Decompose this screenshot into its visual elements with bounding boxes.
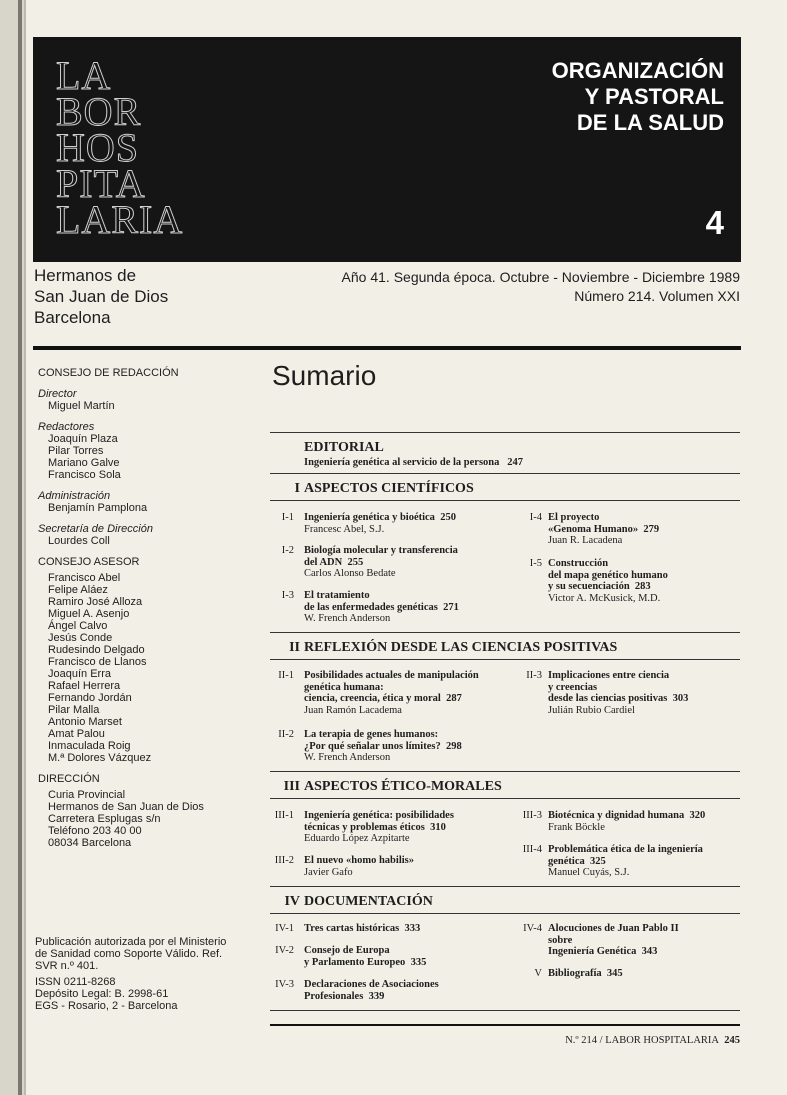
section-title: ASPECTOS CIENTÍFICOS xyxy=(304,481,474,496)
divider xyxy=(270,500,740,501)
item-page: 250 xyxy=(440,512,456,523)
banner-title-line: Y PASTORAL xyxy=(584,84,724,109)
item-code: I-1 xyxy=(281,512,294,523)
item-author: Francesc Abel, S.J. xyxy=(304,523,385,535)
toc-item[interactable] xyxy=(304,670,519,716)
toc-item[interactable] xyxy=(548,670,738,716)
section-number: I xyxy=(294,481,300,496)
divider xyxy=(270,659,740,660)
note-line: de Sanidad como Soporte Válido. Ref. xyxy=(35,948,223,960)
item-page: 320 xyxy=(689,810,706,821)
item-page: 339 xyxy=(368,990,385,1002)
advisor-list xyxy=(38,572,253,764)
banner-title-line: ORGANIZACIÓN xyxy=(551,58,724,83)
item-code: I-5 xyxy=(529,558,542,569)
logo-line: PITA xyxy=(56,161,146,206)
divider xyxy=(270,886,740,887)
item-title: Posibilidades actuales de manipulación xyxy=(304,670,479,681)
item-page: 279 xyxy=(643,523,660,535)
publisher-line: San Juan de Dios xyxy=(34,287,169,306)
item-title: y Parlamento Europeo xyxy=(304,956,406,968)
person: Miguel A. Asenjo xyxy=(48,608,130,620)
item-page: 247 xyxy=(507,457,524,468)
toc-item[interactable] xyxy=(548,968,738,980)
edition-line: Número 214. Volumen XXI xyxy=(574,288,740,304)
item-author: Juan R. Lacadena xyxy=(548,535,623,546)
issue-number: 4 xyxy=(705,204,724,241)
item-code: II-3 xyxy=(526,670,542,681)
section-heading: CONSEJO ASESOR xyxy=(38,556,140,568)
person: Mariano Galve xyxy=(48,457,120,469)
person: Amat Palou xyxy=(48,728,105,740)
toc-item[interactable] xyxy=(304,979,519,1002)
labor-hospitalaria-logo xyxy=(56,53,216,242)
publication-note xyxy=(35,936,265,1012)
bottom-rule xyxy=(270,1024,740,1026)
item-title: Ingeniería genética al servicio de la persona xyxy=(304,457,500,468)
divider xyxy=(270,473,740,474)
page-title: Sumario xyxy=(272,360,377,391)
person: Benjamín Pamplona xyxy=(48,502,148,514)
section-title: REFLEXIÓN DESDE LAS CIENCIAS POSITIVAS xyxy=(304,640,618,655)
item-title: Biología molecular y transferencia xyxy=(304,545,458,556)
person: Lourdes Coll xyxy=(48,535,110,547)
editorial-heading: EDITORIAL xyxy=(304,440,384,455)
section-number: II xyxy=(289,640,300,655)
item-page: 255 xyxy=(347,556,364,568)
item-page: 287 xyxy=(446,693,462,704)
item-code: IV-2 xyxy=(275,945,294,956)
person: Pilar Malla xyxy=(48,704,100,716)
item-title: genética xyxy=(548,855,585,867)
banner-title-line: DE LA SALUD xyxy=(576,110,724,135)
logo-line: HOS xyxy=(56,125,140,170)
toc-item[interactable] xyxy=(304,590,519,625)
binding-edge xyxy=(18,0,22,1095)
page-footer xyxy=(565,1035,740,1046)
toc-item[interactable] xyxy=(304,729,519,764)
divider xyxy=(270,432,740,433)
item-page: 303 xyxy=(672,693,689,704)
section-title: DOCUMENTACIÓN xyxy=(304,894,433,909)
role-label: Director xyxy=(38,388,77,400)
item-title: Profesionales xyxy=(304,990,364,1002)
item-title: y creencias xyxy=(548,681,598,693)
item-author: Javier Gafo xyxy=(304,866,353,878)
toc-item[interactable] xyxy=(304,810,519,845)
toc-item[interactable] xyxy=(304,512,519,535)
item-title: Biotécnica y dignidad humana xyxy=(548,810,685,821)
item-author: Frank Böckle xyxy=(548,821,605,833)
item-code: V xyxy=(534,968,542,979)
edition-info xyxy=(342,268,740,306)
role-label: Redactores xyxy=(38,421,95,433)
item-title: del ADN xyxy=(304,556,343,568)
person: Antonio Marset xyxy=(48,716,122,728)
item-title: Problemática ética de la ingeniería xyxy=(548,844,703,855)
address-line: Curia Provincial xyxy=(48,789,126,801)
item-code: II-2 xyxy=(278,729,294,740)
divider xyxy=(270,1010,740,1011)
person: Jesús Conde xyxy=(48,632,113,644)
divider xyxy=(270,771,740,772)
item-code: IV-1 xyxy=(275,923,294,934)
item-page: 325 xyxy=(590,855,606,867)
person: M.ª Dolores Vázquez xyxy=(48,752,152,764)
divider xyxy=(270,798,740,799)
item-code: III-3 xyxy=(522,810,542,821)
item-author: Carlos Alonso Bedate xyxy=(304,568,396,579)
person: Inmaculada Roig xyxy=(48,740,131,752)
top-rule xyxy=(33,346,741,350)
address-line: Hermanos de San Juan de Dios xyxy=(48,801,204,813)
page-number: 245 xyxy=(724,1035,740,1046)
address-block xyxy=(38,789,253,849)
toc-item[interactable] xyxy=(548,844,738,879)
item-page: 310 xyxy=(430,821,446,833)
item-title: Ingeniería genética: posibilidades xyxy=(304,810,454,821)
item-title: y su secuenciación xyxy=(548,581,630,592)
toc-item[interactable] xyxy=(304,945,519,968)
person: Ángel Calvo xyxy=(48,620,108,632)
person: Francisco Sola xyxy=(48,469,121,481)
publisher-line: Barcelona xyxy=(34,308,111,327)
logo-line: LARIA xyxy=(56,197,184,242)
person: Francisco de Llanos xyxy=(48,656,147,668)
toc-item[interactable] xyxy=(304,923,519,935)
toc-item[interactable] xyxy=(548,810,738,833)
binding-spine xyxy=(0,0,26,1095)
role-label: Secretaría de Dirección xyxy=(38,523,153,535)
item-title: Construcción xyxy=(548,558,609,569)
item-author: W. French Anderson xyxy=(304,752,391,763)
section-number: IV xyxy=(284,894,300,909)
item-code: IV-3 xyxy=(275,979,294,990)
section-title: ASPECTOS ÉTICO-MORALES xyxy=(304,779,502,794)
item-code: IV-4 xyxy=(523,923,542,934)
item-page: 335 xyxy=(410,956,427,968)
item-title: del mapa genético humano xyxy=(548,569,668,581)
item-title: El nuevo «homo habilis» xyxy=(304,855,414,866)
item-page: 345 xyxy=(606,968,623,979)
item-title: Alocuciones de Juan Pablo II xyxy=(548,923,679,934)
address-line: 08034 Barcelona xyxy=(48,837,132,849)
item-author: Eduardo López Azpitarte xyxy=(304,833,410,844)
item-title: desde las ciencias positivas xyxy=(548,693,668,704)
item-page: 333 xyxy=(404,923,421,934)
logo-line: LA xyxy=(56,53,112,98)
toc-item[interactable] xyxy=(548,923,738,958)
person: Joaquín Plaza xyxy=(48,433,118,445)
item-title: Bibliografía xyxy=(548,968,602,979)
item-author: Manuel Cuyás, S.J. xyxy=(548,867,630,878)
note-line: SVR n.º 401. xyxy=(35,960,99,972)
person: Ramiro José Alloza xyxy=(48,596,143,608)
toc-item[interactable] xyxy=(548,512,738,547)
item-title: Consejo de Europa xyxy=(304,945,390,956)
person: Francisco Abel xyxy=(48,572,121,584)
item-title: «Genoma Humano» xyxy=(548,523,639,535)
item-code: I-4 xyxy=(529,512,542,523)
item-title: Declaraciones de Asociaciones xyxy=(304,979,439,990)
address-line: Teléfono 203 40 00 xyxy=(48,825,142,837)
publisher-block xyxy=(34,265,168,328)
section-heading: CONSEJO DE REDACCIÓN xyxy=(38,367,179,379)
section-heading: DIRECCIÓN xyxy=(38,773,100,785)
item-title: El tratamiento xyxy=(304,590,370,601)
note-line: Publicación autorizada por el Ministerio xyxy=(35,936,227,948)
item-title: sobre xyxy=(548,934,573,946)
item-code: I-3 xyxy=(281,590,294,601)
person: Joaquín Erra xyxy=(48,668,111,680)
item-page: 343 xyxy=(641,946,658,957)
item-code: II-1 xyxy=(278,670,294,681)
item-title: técnicas y problemas éticos xyxy=(304,821,425,833)
item-title: El proyecto xyxy=(548,512,600,523)
person: Pilar Torres xyxy=(48,445,104,457)
toc-item[interactable] xyxy=(304,545,519,580)
item-title: Ingeniería Genética xyxy=(548,946,637,957)
item-page: 283 xyxy=(634,581,651,592)
edition-line: Año 41. Segunda época. Octubre - Noviembre - Diciembre 1989 xyxy=(341,269,740,285)
item-title: Tres cartas históricas xyxy=(304,923,400,934)
item-code: III-4 xyxy=(522,844,542,855)
section-number: III xyxy=(283,779,300,794)
person: Fernando Jordán xyxy=(48,692,132,704)
item-code: I-2 xyxy=(281,545,294,556)
logo-line: BOR xyxy=(56,89,142,134)
item-title: Ingeniería genética y bioética xyxy=(304,512,435,523)
address-line: Carretera Esplugas s/n xyxy=(48,813,161,825)
item-page: 271 xyxy=(443,601,459,613)
legal-deposit: Depósito Legal: B. 2998-61 xyxy=(35,988,169,1000)
item-author: Juan Ramón Lacadema xyxy=(304,704,402,716)
item-author: Julián Rubio Cardiel xyxy=(548,704,635,716)
toc-item[interactable] xyxy=(304,855,519,878)
item-title: ¿Por qué señalar unos límites? xyxy=(304,740,441,752)
toc-item[interactable] xyxy=(548,558,738,604)
divider xyxy=(270,632,740,633)
item-title: genética humana: xyxy=(304,681,384,693)
item-title: ciencia, creencia, ética y moral xyxy=(304,693,441,704)
divider xyxy=(270,913,740,914)
item-title: de las enfermedades genéticas xyxy=(304,601,438,613)
role-label: Administración xyxy=(38,490,111,502)
item-page: 298 xyxy=(445,740,462,752)
editorial-item xyxy=(304,457,523,469)
item-title: La terapia de genes humanos: xyxy=(304,729,439,740)
item-title: Implicaciones entre ciencia xyxy=(548,670,670,681)
person: Felipe Aláez xyxy=(48,584,108,596)
person: Rafael Herrera xyxy=(48,680,121,692)
item-code: III-1 xyxy=(274,810,294,821)
publisher-line: Hermanos de xyxy=(34,266,137,285)
footer-text: N.º 214 / LABOR HOSPITALARIA xyxy=(565,1035,719,1046)
editorial-board xyxy=(38,367,253,849)
banner-title xyxy=(552,58,724,136)
person: Miguel Martín xyxy=(48,400,115,412)
item-code: III-2 xyxy=(274,855,294,866)
issn: ISSN 0211-8268 xyxy=(35,976,116,988)
item-author: W. French Anderson xyxy=(304,613,391,624)
person: Rudesindo Delgado xyxy=(48,644,145,656)
item-author: Victor A. McKusick, M.D. xyxy=(548,592,661,604)
printer: EGS - Rosario, 2 - Barcelona xyxy=(35,1000,178,1012)
